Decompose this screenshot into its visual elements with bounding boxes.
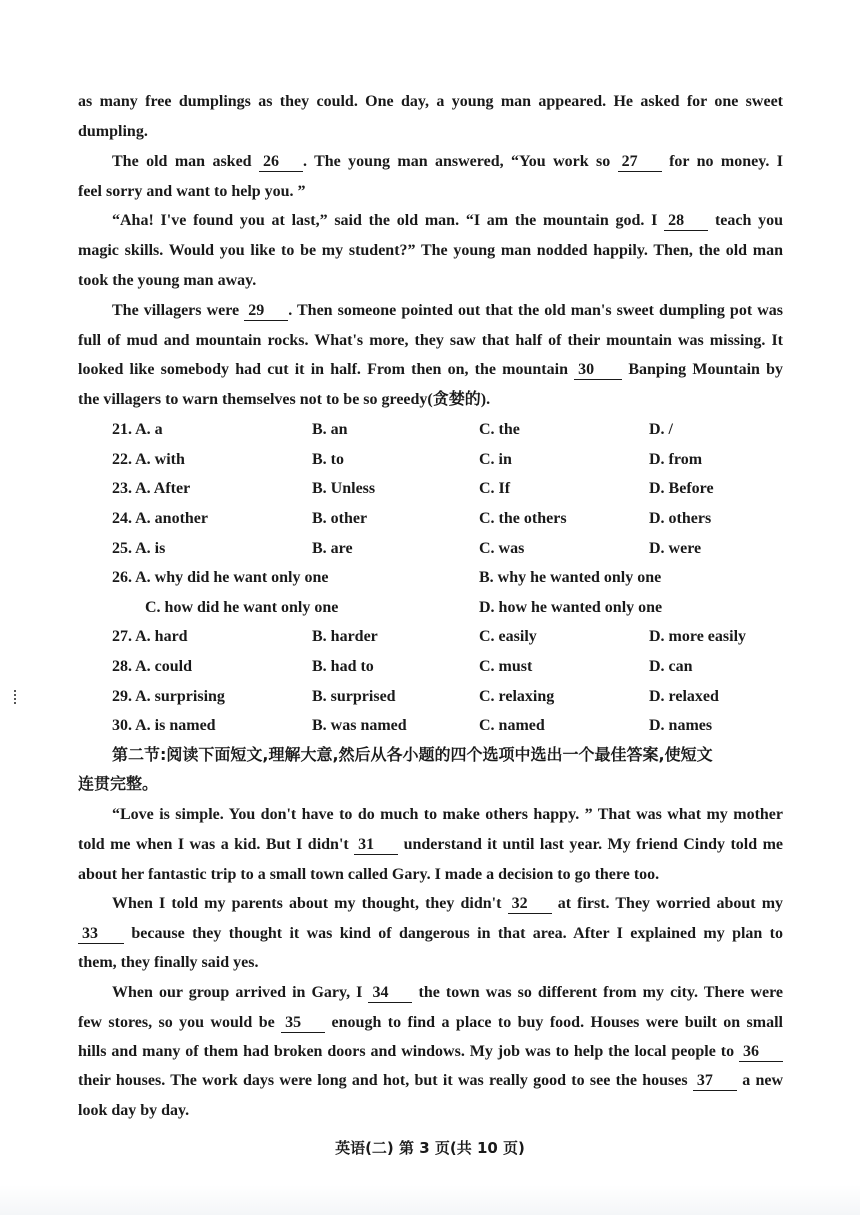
passage1-line-8 (112, 301, 783, 321)
option-c: C. the (479, 421, 520, 438)
option-d: D. from (649, 451, 703, 468)
page-footer: 英语(二) 第 3 页(共 10 页) (335, 1139, 525, 1157)
option-a: 26. A. why did he want only one (112, 569, 329, 586)
passage1-line-2: dumpling. (78, 123, 148, 140)
option-d: D. names (649, 717, 713, 734)
scan-edge-mark (14, 690, 18, 704)
option-d: D. / (649, 421, 673, 438)
text-segment: at first. They worried about my (557, 895, 784, 912)
option-b: B. Unless (312, 480, 376, 497)
blank-37: 37 (693, 1072, 737, 1091)
passage1-line-4: feel sorry and want to help you. ” (78, 183, 306, 200)
text-segment: hills and many of them had broken doors and windows. My job was to help the local people to (78, 1043, 735, 1060)
passage2-line-2 (78, 835, 783, 855)
option-d: D. more easily (649, 628, 747, 645)
bottom-margin (0, 1185, 860, 1215)
passage2-line-1: “Love is simple. You don't have to do much to make others happy. ” That was what my mother (112, 806, 783, 823)
option-a: 30. A. is named (112, 717, 216, 734)
option-b: B. had to (312, 658, 374, 675)
text-segment: because they thought it was kind of dangerous in that area. After I explained my plan to (131, 925, 784, 942)
text-segment: the town was so different from my city. There were (418, 984, 784, 1001)
blank-27: 27 (618, 153, 662, 172)
option-c: C. If (479, 480, 511, 497)
section-2-heading: 第二节:阅读下面短文,理解大意,然后从各小题的四个选项中选出一个最佳答案,使短文 (112, 745, 713, 764)
blank-30: 30 (574, 361, 622, 380)
option-b: B. was named (312, 717, 407, 734)
blank-36: 36 (739, 1043, 783, 1062)
passage1-line-1: as many free dumplings as they could. One day, a young man appeared. He asked for one sweet (78, 93, 783, 110)
passage2-line-8 (78, 1013, 783, 1033)
option-a: 25. A. is (112, 540, 166, 557)
option-c: C. named (479, 717, 545, 734)
blank-31: 31 (354, 836, 398, 855)
blank-28: 28 (664, 212, 708, 231)
option-b: B. why he wanted only one (479, 569, 662, 586)
option-a: 24. A. another (112, 510, 208, 527)
option-a: 22. A. with (112, 451, 185, 468)
option-c: C. in (479, 451, 512, 468)
text-segment: . The young man answered, “You work so (302, 153, 611, 170)
passage2-line-11: look day by day. (78, 1102, 190, 1119)
option-d: D. Before (649, 480, 714, 497)
text-segment: The villagers were (112, 302, 240, 319)
option-a: 29. A. surprising (112, 688, 225, 705)
option-b: B. harder (312, 628, 378, 645)
text-segment: Banping Mountain by (628, 361, 784, 378)
passage2-line-5 (78, 924, 783, 944)
passage1-line-5 (112, 211, 783, 231)
option-c: C. must (479, 658, 533, 675)
passage2-line-6: them, they finally said yes. (78, 954, 259, 971)
text-segment: looked like somebody had cut it in half. From then on, the mountain (78, 361, 568, 378)
option-a: 28. A. could (112, 658, 193, 675)
passage2-line-10 (78, 1071, 783, 1091)
text-segment: When I told my parents about my thought, they didn't (112, 895, 502, 912)
passage2-line-4 (112, 894, 783, 914)
passage1-line-10 (78, 360, 783, 380)
text-segment: teach you (714, 212, 784, 229)
blank-26: 26 (259, 153, 303, 172)
option-d: D. were (649, 540, 702, 557)
text-segment: told me when I was a kid. But I didn't (78, 836, 349, 853)
text-segment: a new (742, 1072, 784, 1089)
passage2-line-9 (78, 1042, 783, 1062)
text-segment: their houses. The work days were long and hot, but it was really good to see the houses (78, 1072, 688, 1089)
passage1-line-7: took the young man away. (78, 272, 257, 289)
blank-35: 35 (281, 1014, 325, 1033)
passage1-line-11: the villagers to warn themselves not to be so greedy(贪婪的). (78, 391, 491, 408)
option-a: 21. A. a (112, 421, 163, 438)
option-d: D. relaxed (649, 688, 719, 705)
option-b: B. are (312, 540, 353, 557)
text-segment: few stores, so you would be (78, 1014, 275, 1031)
text-segment: The old man asked (112, 153, 252, 170)
option-d: D. can (649, 658, 693, 675)
text-segment: “Aha! I've found you at last,” said the old man. “I am the mountain god. I (112, 212, 658, 229)
blank-34: 34 (368, 984, 412, 1003)
section-2-heading-cont: 连贯完整。 (78, 774, 159, 793)
option-c: C. easily (479, 628, 537, 645)
passage2-line-7 (112, 983, 783, 1003)
option-c: C. relaxing (479, 688, 555, 705)
passage1-line-6: magic skills. Would you like to be my student?” The young man nodded happily. Then, the old man (78, 242, 783, 259)
passage1-line-9: full of mud and mountain rocks. What's more, they saw that half of their mountain was missing. It (78, 332, 783, 349)
option-d: D. others (649, 510, 712, 527)
option-b: B. an (312, 421, 348, 438)
option-d: D. how he wanted only one (479, 599, 663, 616)
blank-29: 29 (244, 302, 288, 321)
option-a: 23. A. After (112, 480, 191, 497)
option-b: B. other (312, 510, 368, 527)
passage2-line-3: about her fantastic trip to a small town called Gary. I made a decision to go there too. (78, 866, 660, 883)
text-segment: enough to find a place to buy food. Houses were built on small (331, 1014, 784, 1031)
option-c: C. was (479, 540, 525, 557)
option-c: C. how did he want only one (145, 599, 339, 616)
option-b: B. surprised (312, 688, 396, 705)
blank-33: 33 (78, 925, 124, 944)
option-c: C. the others (479, 510, 567, 527)
blank-32: 32 (508, 895, 552, 914)
text-segment: When our group arrived in Gary, I (112, 984, 363, 1001)
option-a: 27. A. hard (112, 628, 188, 645)
text-segment: for no money. I (669, 153, 783, 170)
passage1-line-3 (112, 152, 783, 172)
text-segment: understand it until last year. My friend Cindy told me (403, 836, 784, 853)
option-b: B. to (312, 451, 344, 468)
text-segment: . Then someone pointed out that the old man's sweet dumpling pot was (288, 302, 783, 319)
